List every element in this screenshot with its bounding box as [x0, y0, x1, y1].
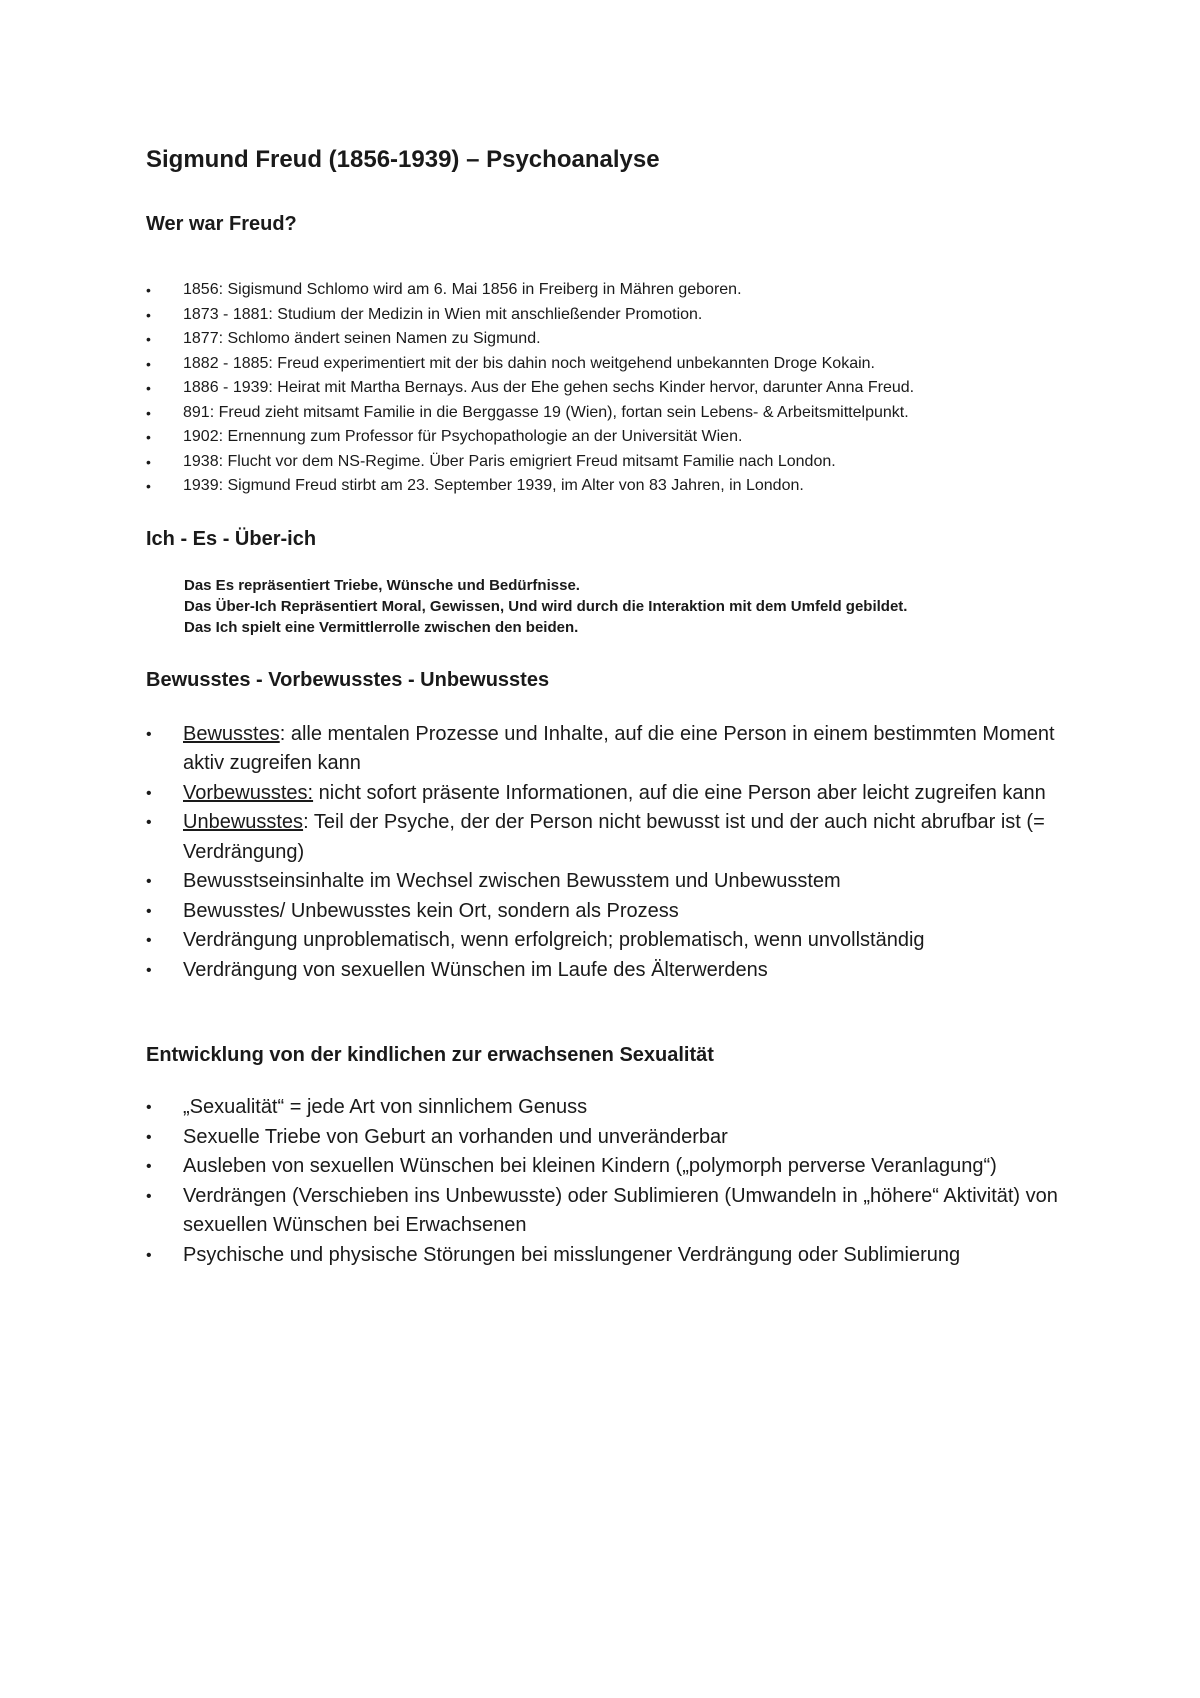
bullet-icon: • — [146, 331, 151, 347]
term: Bewusstes — [183, 722, 280, 745]
list-item: • 891: Freud zieht mitsamt Familie in die Berggasse 19 (Wien), fortan sein Lebens- & Arbeitsmittelpunkt. — [146, 401, 1066, 426]
list-item: • Bewusstes/ Unbewusstes kein Ort, sondern als Prozess — [146, 897, 1066, 927]
bullet-icon: • — [146, 355, 151, 372]
document-content — [146, 144, 1066, 1270]
bullet-icon: • — [146, 429, 151, 445]
list-item: • Sexuelle Triebe von Geburt an vorhanden und unveränderbar — [146, 1123, 1066, 1153]
bullet-icon: • — [146, 1187, 152, 1205]
list-item: • Ausleben von sexuellen Wünschen bei kleinen Kindern („polymorph perverse Veranlagung“) — [146, 1152, 1066, 1182]
heading-bewusstes: Bewusstes - Vorbewusstes - Unbewusstes — [146, 668, 550, 691]
list-item: • 1856: Sigismund Schlomo wird am 6. Mai 1856 in Freiberg in Mähren geboren. — [146, 278, 1066, 303]
list-item: • Verdrängung unproblematisch, wenn erfolgreich; problematisch, wenn unvollständig — [146, 926, 1066, 956]
list-item: • Bewusstes: alle mentalen Prozesse und Inhalte, auf die eine Person in einem bestimmten Moment aktiv zugreifen kann — [146, 720, 1066, 779]
text-line: Das Ich spielt eine Vermittlerrolle zwischen den beiden. — [184, 618, 579, 636]
bullet-icon: • — [146, 1128, 152, 1146]
bullet-icon: • — [146, 478, 151, 494]
list-item: • Unbewusstes: Teil der Psyche, der der Person nicht bewusst ist und der auch nicht abrufbar ist (= Verdrängung) — [146, 808, 1066, 867]
list-item: • 1938: Flucht vor dem NS-Regime. Über Paris emigriert Freud mitsamt Familie nach London. — [146, 450, 1066, 475]
list-item: • „Sexualität“ = jede Art von sinnlichem Genuss — [146, 1093, 1066, 1123]
bullet-icon: • — [146, 873, 152, 890]
timeline-list — [146, 278, 1066, 499]
bullet-icon: • — [146, 932, 152, 949]
bullet-icon: • — [146, 306, 151, 323]
text-line: Das Über-Ich Repräsentiert Moral, Gewissen, Und wird durch die Interaktion mit dem Umfeld gebildet. — [184, 597, 908, 615]
heading-wer-war-freud: Wer war Freud? — [146, 213, 297, 235]
list-item: • 1939: Sigmund Freud stirbt am 23. September 1939, im Alter von 83 Jahren, in London. — [146, 474, 1066, 499]
list-item: • 1877: Schlomo ändert seinen Namen zu Sigmund. — [146, 327, 1066, 352]
heading-sexualitaet: Entwicklung von der kindlichen zur erwachsenen Sexualität — [146, 1044, 714, 1066]
list-item: • Verdrängen (Verschieben ins Unbewusste) oder Sublimieren (Umwandeln in „höhere“ Aktivität) von sexuellen Wünschen bei Erwachsenen — [146, 1182, 1066, 1241]
bullet-icon: • — [146, 1158, 152, 1175]
list-item: • Verdrängung von sexuellen Wünschen im Laufe des Älterwerdens — [146, 956, 1066, 986]
list-item: • 1902: Ernennung zum Professor für Psychopathologie an der Universität Wien. — [146, 425, 1066, 450]
heading-ich-es-ueber-ich: Ich - Es - Über-ich — [146, 527, 317, 550]
term: Unbewusstes — [183, 811, 304, 833]
bullet-icon: • — [146, 902, 152, 920]
bullet-icon: • — [146, 1246, 152, 1264]
bullet-icon: • — [146, 814, 152, 831]
page-title: Sigmund Freud (1856-1939) – Psychoanalyse — [146, 146, 660, 173]
list-item: • Vorbewusstes: nicht sofort präsente Informationen, auf die eine Person aber leicht zugreifen kann — [146, 779, 1066, 809]
bullet-icon: • — [146, 1099, 152, 1116]
sexualitaet-list — [146, 1093, 1066, 1270]
term: Vorbewusstes: — [183, 781, 314, 804]
list-item: • 1882 - 1885: Freud experimentiert mit der bis dahin noch weitgehend unbekannten Droge Kokain. — [146, 352, 1066, 377]
text-line: Das Es repräsentiert Triebe, Wünsche und Bedürfnisse. — [184, 576, 580, 594]
ich-es-description — [184, 575, 1066, 638]
bewusstes-list — [146, 720, 1066, 986]
bullet-icon: • — [146, 453, 151, 470]
list-item: • Psychische und physische Störungen bei misslungener Verdrängung oder Sublimierung — [146, 1241, 1066, 1271]
bullet-icon: • — [146, 282, 151, 298]
list-item: • 1886 - 1939: Heirat mit Martha Bernays. Aus der Ehe gehen sechs Kinder hervor, darunter Anna Freud. — [146, 376, 1066, 401]
list-item: • 1873 - 1881: Studium der Medizin in Wien mit anschließender Promotion. — [146, 303, 1066, 328]
list-item: • Bewusstseinsinhalte im Wechsel zwischen Bewusstem und Unbewusstem — [146, 867, 1066, 897]
bullet-icon: • — [146, 961, 152, 979]
bullet-icon: • — [146, 380, 151, 396]
bullet-icon: • — [146, 725, 152, 743]
bullet-icon: • — [146, 404, 151, 421]
bullet-icon: • — [146, 784, 152, 802]
